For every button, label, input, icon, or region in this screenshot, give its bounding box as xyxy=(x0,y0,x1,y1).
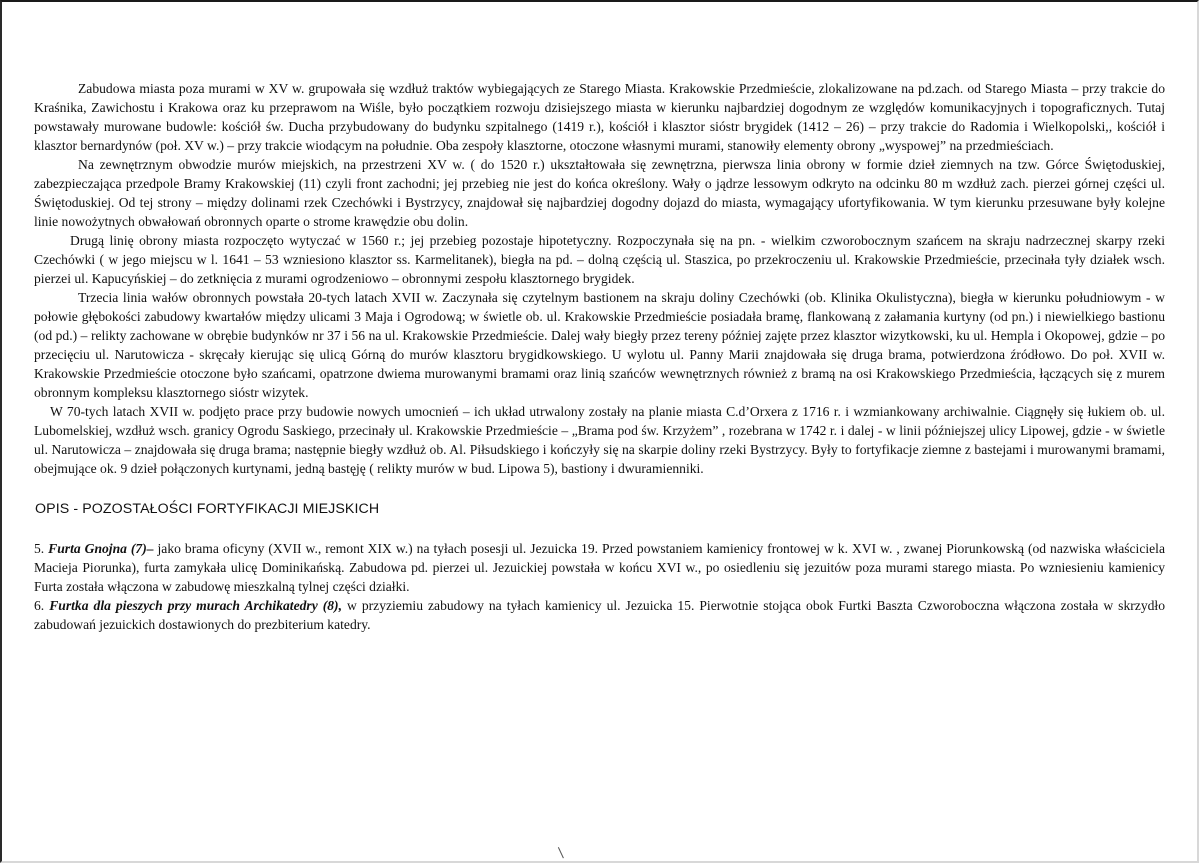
list-item-furta-gnojna xyxy=(34,539,1165,596)
paragraph-second-defense-line: Drugą linię obrony miasta rozpoczęto wytyczać w 1560 r.; jej przebieg pozostaje hipotetyczny. Rozpoczynała się na pn. - wielkim czworobocznym szańcem na skraju nadrzecznej skarpy rzeki Czechówki ( w jego miejscu w l. 1641 – 53 wzniesiono klasztor ss. Karmelitanek), biegła na pd. – dolną częścią ul. Staszica, po przekroczeniu ul. Krakowskie Przedmieście, przecinała tyły działek wsch. pierzei ul. Kapucyńskiej – do zetknięcia z murami ogrodzeniowo – obronnymi zespołu klasztornego brygidek. xyxy=(34,233,1165,286)
paragraph-third-defense-line: Trzecia linia wałów obronnych powstała 20-tych latach XVII w. Zaczynała się czytelnym bastionem na skraju doliny Czechówki (ob. Klinika Okulistyczna), biegła w kierunku południowym - w połowie głębokości zabudowy kwartałów między ulicami 3 Maja i Ogrodową; w świetle ob. ul. Krakowskie Przedmieście posiadała bramę, flankowaną z załamania kurtyny (od pn.) i niewielkiego bastionu (od pd.) – relikty zachowane w obrębie budynków nr 37 i 56 na ul. Krakowskie Przedmieście. Dalej wały biegły przez tereny później zajęte przez klasztor wizytkowski, ku ul. Hempla i Okopowej, gdzie – po przecięciu ul. Narutowicza - skręcały kierując się ulicą Górną do murów klasztoru brygidkowskiego. U wylotu ul. Panny Marii znajdowała się druga brama, potwierdzona źródłowo. Do poł. XVII w. Krakowskie Przedmieście otoczone było szańcami, opatrzone dwiema murowanymi bramami oraz linią szańców wewnętrznych również z bramą na osi Krakowskiego Przedmieścia, łączących się z murem obronnym kompleksu klasztornego sióstr wizytek. xyxy=(34,290,1165,400)
paragraph-new-fortifications: W 70-tych latach XVII w. podjęto prace przy budowie nowych umocnień – ich układ utrwalony zostały na planie miasta C.d’Orxera z 1716 r. i wzmiankowany archiwalnie. Ciągnęły się łukiem ob. ul. Lubomelskiej, wzdłuż wsch. granicy Ogrodu Saskiego, przecinały ul. Krakowskie Przedmieście – „Brama pod św. Krzyżem” , rozebrana w 1742 r. i dalej - w linii późniejszej ulicy Lipowej, gdzie - w świetle ul. Narutowicza – znajdowała się druga brama; następnie biegły wzdłuż ob. Al. Piłsudskiego i kończyły się na skarpie doliny rzeki Bystrzycy. Były to fortyfikacje ziemne z bastejami i murowanymi bramami, obejmujące ok. 9 dzieł połączonych kurtynami, jedną bastęję ( relikty murów w bud. Lipowa 5), bastiony i dwuramienniki. xyxy=(34,404,1165,476)
item-number: 6. xyxy=(34,598,45,613)
item-text: jako brama oficyny (XVII w., remont XIX w.) na tyłach posesji ul. Jezuicka 19. Przed powstaniem kamienicy frontowej w k. XVI w. , zwanej Piorunkowską (od nazwiska właściciela Macieja Piorunka), furta zamykała ulicę Dominikańską. Zabudowa pd. pierzei ul. Jezuickiej powstała w końcu XVI w., po osiedleniu się jezuitów poza murami starego miasta. Po wzniesieniu kamienicy Furta została włączona w zabudowę mieszkalną tylnej części działki. xyxy=(34,541,1165,594)
paragraph-suburbs: Zabudowa miasta poza murami w XV w. grupowała się wzdłuż traktów wybiegających ze Starego Miasta. Krakowskie Przedmieście, zlokalizowane na pd.zach. od Starego Miasta – przy trakcie do Kraśnika, Zawichostu i Krakowa oraz ku przeprawom na Wiśle, było początkiem rozwoju dzisiejszego miasta w kierunku najbardziej dogodnym ze względów komunikacyjnych i topograficznych. Tutaj powstawały murowane budowle: kościół św. Ducha przybudowany do budynku szpitalnego (1419 r.), kościół i klasztor sióstr brygidek (1412 – 26) – przy trakcie do Radomia i Wielkopolski,, kościół i klasztor bernardynów (poł. XV w.) – przy trakcie wiodącym na południe. Oba zespoły klasztorne, otoczone własnymi murami, stanowiły elementy obrony „wyspowej” na przedmieściach. xyxy=(34,81,1165,153)
item-text: w przyziemiu zabudowy na tyłach kamienicy ul. Jezuicka 15. Pierwotnie stojąca obok Furtki Baszta Czworoboczna włączona została w skrzydło zabudowań jezuickich dostawionych do prezbiterium katedry. xyxy=(34,598,1165,632)
list-item-furtka-dla-pieszych xyxy=(34,596,1165,634)
section-heading: OPIS - POZOSTAŁOŚCI FORTYFIKACJI MIEJSKICH xyxy=(35,501,380,517)
document-body xyxy=(34,79,1165,634)
item-number: 5. xyxy=(34,541,45,556)
item-title: Furta Gnojna (7)– xyxy=(48,541,154,556)
item-title: Furtka dla pieszych przy murach Archikatedry (8), xyxy=(49,598,342,613)
paragraph-first-defense-line: Na zewnętrznym obwodzie murów miejskich, na przestrzeni XV w. ( do 1520 r.) ukształtowała się zewnętrzna, pierwsza linia obrony w formie dzieł ziemnych na tzw. Górce Świętoduskiej, zabezpieczająca przedpole Bramy Krakowskiej (11) czyli front zachodni; jej przebieg nie jest do końca określony. Wały o jądrze lessowym odkryto na odcinku 80 m wzdłuż zach. pierzei górnej części ul. Świętoduskiej. Od tej strony – między dolinami rzek Czechówki i Bystrzycy, znajdował się najbardziej dogodny dojazd do miasta, wymagający ufortyfikowania. W tym kierunku przesuwane były kolejne linie nowożytnych obwałowań obronnych oparte o strome krawędzie obu dolin. xyxy=(34,157,1165,229)
